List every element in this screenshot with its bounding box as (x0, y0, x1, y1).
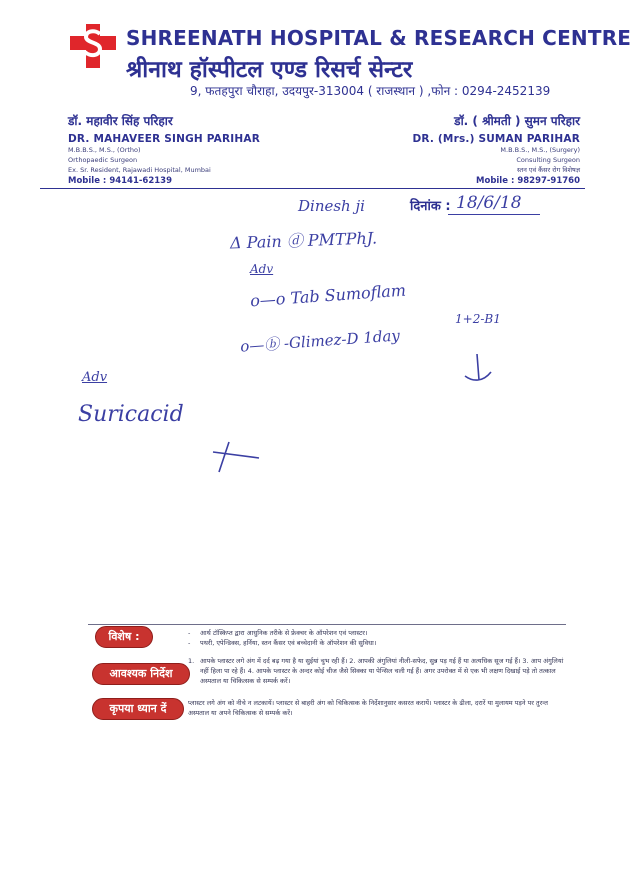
medication-line-1: o—o Tab Sumoflam (249, 280, 407, 311)
doctor-left-mobile-number: 94141-62139 (109, 176, 172, 186)
test-line: Suricacid (78, 402, 184, 427)
diagnosis-line: Δ Pain ⓓ PMTPhJ. (229, 228, 378, 253)
instructions-number: 1. (188, 657, 195, 665)
doctor-right-mobile-label: Mobile : (476, 176, 515, 186)
prescription-date: 18/6/18 (456, 193, 522, 213)
patient-name: Dinesh ji (298, 197, 365, 215)
please-note-text: प्लास्टर लगे अंग को नीचे न लटकायें। प्लास्टर से बाहरी अंग को चिकित्सक के निर्देशानुसार कसरत करायें। प्लास्टर के ढीला, दरारें या मुलायम पड़ने पर तुरन्त अस्पताल या अपने चिकित्सक से सम्पर्क करें। (188, 699, 549, 717)
doctor-left-mobile-label: Mobile : (68, 176, 107, 186)
hospital-address: 9, फतहपुरा चौराहा, उदयपुर-313004 ( राजस्थान ) ,फोन : 0294-2452139 (190, 84, 551, 98)
doctor-right-name: DR. (Mrs.) SUMAN PARIHAR (412, 133, 580, 145)
doctor-right-mobile-number: 98297-91760 (517, 176, 580, 186)
doctor-left-name: DR. MAHAVEER SINGH PARIHAR (68, 133, 260, 145)
doctor-left-mobile (68, 175, 260, 187)
cross-mark-icon (205, 440, 265, 480)
medication-line-1-dosage: 1+2-B1 (455, 312, 501, 326)
footer-divider (88, 624, 566, 625)
special-note-1: आर्थ टॉस्किप्त द्वारा आधुनिक तरीके से फ्रेक्चर के ऑपरेशन एवं प्लास्टर। (200, 629, 368, 637)
doctor-right-name-hindi: डॉ. ( श्रीमती ) सुमन परिहार (454, 114, 580, 128)
doctor-right-title: Consulting Surgeon (516, 156, 580, 164)
hospital-name-english: SHREENATH HOSPITAL & RESEARCH CENTRE (126, 26, 632, 50)
doctor-right-degree: M.B.B.S., M.S., (Surgery) (500, 146, 580, 154)
doctor-right-mobile (412, 175, 580, 187)
hospital-name-hindi: श्रीनाथ हॉस्पीटल एण्ड रिसर्च सेन्टर (126, 57, 413, 83)
hospital-logo-icon (68, 22, 118, 70)
date-label: दिनांक : (410, 199, 451, 214)
doctor-left-name-hindi: डॉ. महावीर सिंह परिहार (68, 114, 173, 128)
signature-mark-icon (455, 352, 495, 390)
advice-label-2: Adv (82, 370, 108, 385)
medication-line-2: o—ⓑ -Glimez-D 1day (239, 326, 401, 356)
special-notes: - आर्थ टॉस्किप्त द्वारा आधुनिक तरीके से फ्रेक्चर के ऑपरेशन एवं प्लास्टर। - पथरी, एपेन्डिक्स, हर्निया, स्तन कैंसर एवं बच्चेदानी के ऑपरेशन की सुविधा। (188, 628, 568, 648)
doctor-left-experience: Ex. Sr. Resident, Rajawadi Hospital, Mumbai (68, 166, 211, 174)
special-badge: विशेष : (95, 626, 153, 648)
date-underline (448, 214, 540, 215)
doctor-left-degree: M.B.B.S., M.S., (Ortho) (68, 146, 141, 154)
important-instructions-badge: आवश्यक निर्देश (92, 663, 190, 685)
special-note-2: पथरी, एपेन्डिक्स, हर्निया, स्तन कैंसर एवं बच्चेदानी के ऑपरेशन की सुविधा। (200, 639, 377, 647)
doctor-right-block (412, 112, 580, 187)
please-note-badge: कृपया ध्यान दें (92, 698, 184, 720)
advice-label: Adv (250, 262, 274, 276)
doctor-left-title: Orthopaedic Surgeon (68, 156, 138, 164)
doctor-left-block (68, 112, 260, 187)
header-divider (40, 188, 585, 189)
instructions-text: आपके प्लास्टर लगे अंग में दर्द बढ़ गया है या सुईयां चुभ रही हैं। 2. आपकी अंगुलियां नीली-सफेद, सुन्न पड़ गई हैं या अत्यधिक सूज गई हैं। 3. आप अंगुलियां नहीं हिला पा रहे हैं। 4. आपके प्लास्टर के अन्दर कोई चीज जैसे सिक्का या पेन्सिल चली गई हैं। अगर उपरोक्त में से एक भी लक्षण दिखाई पड़े तो तत्काल अस्पताल या चिकित्सक से सम्पर्क करें। (200, 657, 564, 685)
instructions-text-block (188, 656, 564, 686)
doctor-right-specialty: स्तन एवं कैंसर रोग विशेषज्ञ (516, 166, 580, 174)
